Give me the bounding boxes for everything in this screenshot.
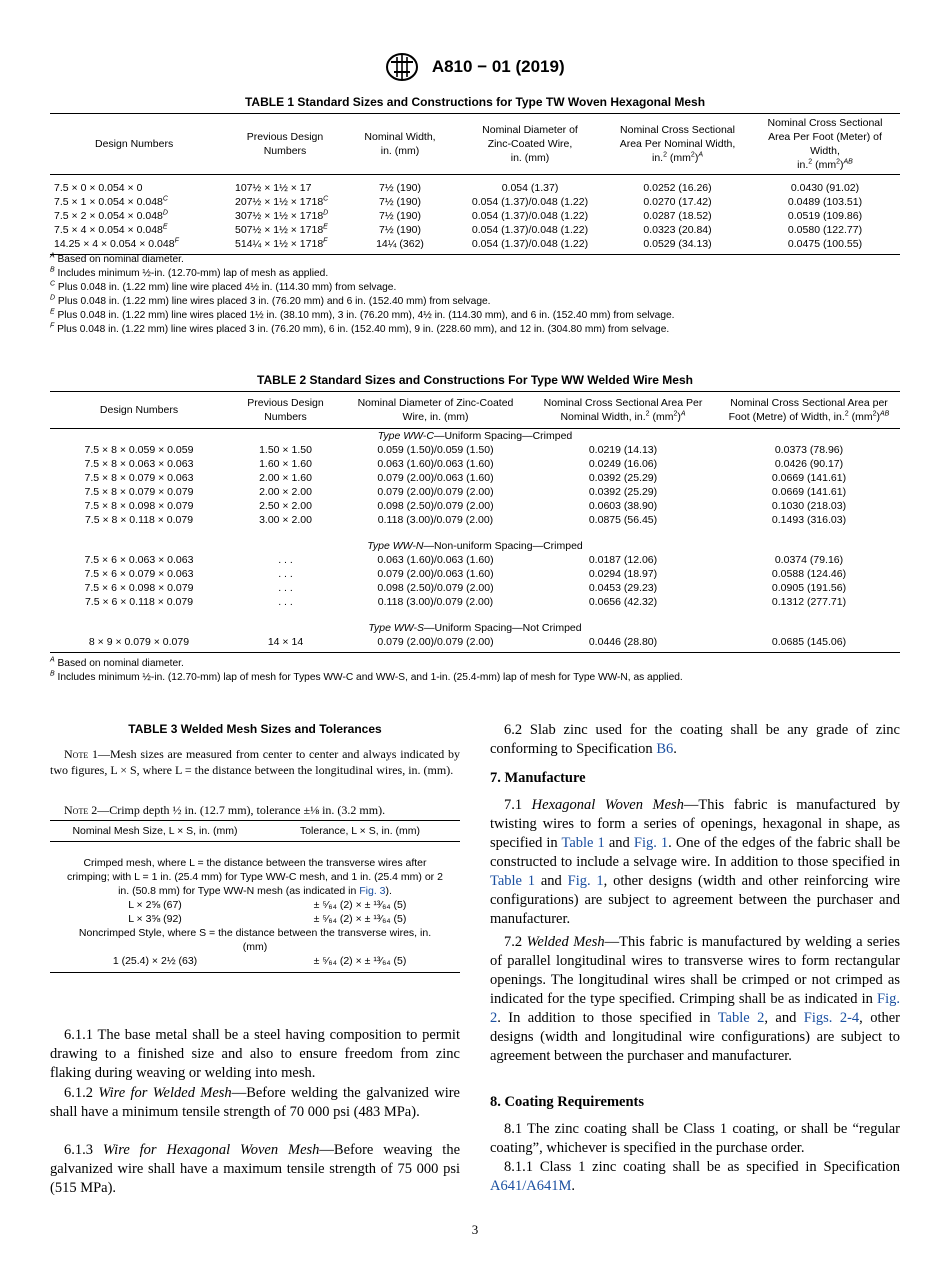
table3-col-size: Nominal Mesh Size, L × S, in. (mm): [72, 825, 238, 837]
section-7-heading: 7. Manufacture: [490, 770, 586, 786]
table2-caption: TABLE 2 Standard Sizes and Constructions For Type WW Welded Wire Mesh: [257, 373, 693, 387]
table-cell: 0.1312 (277.71): [771, 596, 847, 608]
table-cell: 7.5 × 6 × 0.098 × 0.079: [84, 582, 194, 594]
table-cell: 0.0603 (38.90): [588, 500, 658, 512]
table1-col-previous: Previous Design Numbers: [246, 131, 324, 157]
table-cell: 7½ (190): [378, 196, 422, 208]
table-row: [50, 567, 900, 581]
table-cell: 7.5 × 6 × 0.063 × 0.063: [84, 554, 194, 566]
table-cell: 0.0529 (34.13): [643, 238, 712, 250]
table2-header-row: [50, 392, 900, 429]
table-cell: 0.0453 (29.23): [588, 582, 658, 594]
table-row: [50, 581, 900, 595]
table-row: [50, 635, 900, 653]
table1-col-area-width: Nominal Cross Sectional Area Per Nominal Width, in.$^2$ $(mm^2)^A$: [619, 124, 736, 164]
table2-group-heading: Type WW-N—Non-uniform Spacing—Crimped: [367, 540, 583, 552]
footnote: $^B$ Includes minimum ½-in. (12.70-mm) lap of mesh for Types WW-C and WW-S, and 1-in. (25.4-mm) lap of mesh for Type WW-N, as applied.: [50, 670, 683, 683]
table3-caption: TABLE 3 Welded Mesh Sizes and Tolerances: [128, 722, 382, 736]
table-cell: 0.0489 (103.51): [787, 196, 863, 208]
table1-caption: TABLE 1 Standard Sizes and Constructions for Type TW Woven Hexagonal Mesh: [244, 95, 706, 109]
table-cell: 0.118 (3.00)/0.079 (2.00): [377, 514, 494, 526]
table-cell: 7.5 × 6 × 0.079 × 0.063: [84, 568, 194, 580]
table2-col-diameter: Nominal Diameter of Zinc-Coated Wire, in. (mm): [357, 397, 514, 423]
table-cell: 0.063 (1.60)/0.063 (1.60): [377, 458, 494, 470]
page-header: [0, 52, 950, 82]
table2-group-heading: Type WW-S—Uniform Spacing—Not Crimped: [368, 622, 582, 634]
table-cell: 507½ × 1½ × $1718^E$: [235, 223, 328, 236]
footnote: $^D$ Plus 0.048 in. (1.22 mm) line wires placed 3 in. (76.20 mm) and 6 in. (152.40 mm) from selvage.: [50, 294, 491, 307]
table-cell: 0.079 (2.00)/0.063 (1.60): [377, 472, 494, 484]
table-cell: 0.079 (2.00)/0.063 (1.60): [377, 568, 494, 580]
table-cell: 1.60 × 1.60: [259, 458, 312, 470]
table-cell: 0.0475 (100.55): [787, 238, 863, 250]
para-7-1: 7.1 Hexagonal Woven Mesh—This fabric is manufactured by twisting wires to form a series of openings, hexagonal in shape, as specified in Table 1 and Fig. 1. One of the edges of the fabric shall be constructed to include a selvage wire. In addition to those specified in Table 1 and Fig. 1, other designs (width and other reinforcing wire configurations) are subject to agreement between the purchaser and manufacturer.: [490, 797, 901, 927]
para-8-1-1: 8.1.1 Class 1 zinc coating shall be as specified in Specification A641/A641M.: [490, 1159, 900, 1194]
table-cell: 8 × 9 × 0.079 × 0.079: [88, 636, 190, 648]
table-cell: 0.0656 (42.32): [588, 596, 658, 608]
table-cell: 0.063 (1.60)/0.063 (1.60): [377, 554, 494, 566]
table-cell: 0.0287 (18.52): [643, 210, 712, 222]
footnote: $^A$ Based on nominal diameter.: [50, 252, 184, 265]
table-cell: $14.25 \times 4 \times 0.054 \times 0.048^F$: [54, 237, 179, 250]
table3: [50, 820, 460, 973]
b6-link[interactable]: B6: [656, 741, 674, 757]
table-cell: $7.5 \times 4 \times 0.054 \times 0.048^E$: [54, 223, 168, 236]
table-cell: 0.059 (1.50)/0.059 (1.50): [377, 444, 494, 456]
fig2-link[interactable]: Fig. 2: [490, 991, 900, 1026]
table2-footnotes: [50, 657, 683, 685]
table-cell: $7.5 \times 1 \times 0.054 \times 0.048^C$: [54, 195, 168, 208]
fig1-link[interactable]: Fig. 1: [633, 835, 669, 851]
table-cell: 7.5 × 8 × 0.059 × 0.059: [84, 444, 194, 456]
table1-link[interactable]: Table 1: [561, 835, 605, 851]
table-cell: 0.054 (1.37)/0.048 (1.22): [471, 224, 589, 236]
figs-2-4-link[interactable]: Figs. 2-4: [803, 1010, 860, 1026]
section-8-heading: 8. Coating Requirements: [490, 1094, 644, 1110]
table-cell: 514¼ × 1½ × $1718^F$: [235, 237, 328, 250]
para-7-2: 7.2 Welded Mesh—This fabric is manufactured by welding a series of parallel longitudinal wires to transverse wires to form rectangular openings. The longitudinal wires shall be crimped or not crimped as indicated for the type specified. Crimping shall be as indicated in Fig. 2. In addition to those specified in Table 2, and Figs. 2-4, other designs (width and longitudinal wire configurations) are subject to agreement between the purchaser and manufacturer.: [490, 934, 900, 1064]
table-cell: 3.00 × 2.00: [259, 514, 312, 526]
table-cell: 7½ (190): [378, 182, 422, 194]
table-cell: 307½ × 1½ × $1718^D$: [235, 209, 329, 222]
table3-note1: Note 1—Mesh sizes are measured from center to center and always indicated by two figures, L × S, where L = the distance between the longitudinal wires, in. (mm).: [50, 747, 461, 777]
table-cell: 0.054 (1.37)/0.048 (1.22): [471, 238, 589, 250]
table-cell: 0.0430 (91.02): [790, 182, 860, 194]
table-cell: 0.0374 (79.16): [774, 554, 844, 566]
table-cell: 2.00 × 1.60: [259, 472, 312, 484]
fig1-link[interactable]: Fig. 1: [567, 873, 604, 889]
table-row: [50, 237, 900, 255]
para-6-2: 6.2 Slab zinc used for the coating shall be any grade of zinc conforming to Specification B6.: [490, 722, 900, 757]
table1-col-area-foot: Nominal Cross Sectional Area Per Foot (Meter) of Width, in.$^2$ $(mm^2)^{AB}$: [767, 117, 883, 171]
table-row: [50, 223, 900, 237]
table-cell: 0.054 (1.37)/0.048 (1.22): [471, 210, 589, 222]
table-cell: 14 × 14: [267, 636, 304, 648]
table-cell: 0.0187 (12.06): [588, 554, 658, 566]
para-8-1: 8.1 The zinc coating shall be Class 1 coating, or shall be “regular coating”, whichever is specified in the purchase order.: [490, 1121, 900, 1156]
table-cell: 7.5 × 8 × 0.098 × 0.079: [84, 500, 194, 512]
table-cell: 0.0446 (28.80): [588, 636, 658, 648]
a641-link[interactable]: A641/A641M: [490, 1178, 572, 1194]
table-cell: 14¼ (362): [376, 238, 424, 250]
table-cell: 0.0588 (124.46): [771, 568, 847, 580]
table-cell: 7.5 × 0 × 0.054 × 0: [54, 182, 143, 194]
table-cell: 0.0392 (25.29): [588, 472, 658, 484]
table1-footnotes: [50, 253, 674, 337]
table-row: [50, 471, 900, 485]
table-cell: 0.079 (2.00)/0.079 (2.00): [377, 486, 494, 498]
table-cell: . . .: [278, 596, 293, 608]
table-cell: 2.50 × 2.00: [259, 500, 312, 512]
table-row: [50, 513, 900, 527]
fig3-link[interactable]: Fig. 3: [359, 885, 386, 897]
table-cell: 0.0426 (90.17): [774, 458, 844, 470]
table-row: L × 3⅝ (92) ± ⁵⁄₆₄ (2) × ± ¹³⁄₆₄ (5): [128, 913, 407, 925]
table-cell: 207½ × 1½ × $1718^C$: [235, 195, 329, 208]
table-cell: 0.1493 (316.03): [771, 514, 847, 526]
table2-col-previous: Previous Design Numbers: [247, 397, 324, 423]
table-cell: 0.0270 (17.42): [643, 196, 712, 208]
page-number: 3: [471, 1222, 479, 1237]
table-row: [50, 499, 900, 513]
table2-col-area-foot: Nominal Cross Sectional Area per Foot (Metre) of Width, in.$^2$ $(mm^2)^{AB}$: [728, 397, 890, 423]
table-row: [50, 175, 900, 196]
table-cell: 7.5 × 8 × 0.079 × 0.063: [84, 472, 194, 484]
table-cell: 0.0392 (25.29): [588, 486, 658, 498]
table-cell: 1.50 × 1.50: [259, 444, 312, 456]
table-cell: 0.0875 (56.45): [588, 514, 658, 526]
para-6-1-3: 6.1.3 Wire for Hexagonal Woven Mesh—Before weaving the galvanized wire shall have a maximum tensile strength of 75 000 psi (515 MPa).: [50, 1142, 461, 1196]
table2-col-design-numbers: Design Numbers: [99, 404, 179, 416]
para-6-1-2: 6.1.2 Wire for Welded Mesh—Before welding the galvanized wire shall have a minimum tensile strength of 70 000 psi (483 MPa).: [50, 1085, 460, 1120]
table3-noncrimped-desc: Noncrimped Style, where S = the distance between the transverse wires, in. (mm): [78, 927, 432, 953]
table-row: L × 2⅝ (67) ± ⁵⁄₆₄ (2) × ± ¹³⁄₆₄ (5): [128, 899, 407, 911]
table1-col-design-numbers: Design Numbers: [95, 138, 174, 150]
table-row: [50, 457, 900, 471]
table-row: [50, 553, 900, 567]
table1-link[interactable]: Table 1: [490, 873, 536, 889]
table-cell: 7.5 × 8 × 0.063 × 0.063: [84, 458, 194, 470]
table-cell: 0.054 (1.37)/0.048 (1.22): [471, 196, 589, 208]
astm-logo-icon: [385, 52, 419, 82]
table3-col-tolerance: Tolerance, L × S, in. (mm): [299, 825, 421, 837]
table2: [50, 391, 900, 653]
table3-note2: Note 2—Crimp depth ½ in. (12.7 mm), tolerance ±⅛ in. (3.2 mm).: [64, 803, 386, 817]
table-cell: 0.0252 (16.26): [643, 182, 712, 194]
table-row: 1 (25.4) × 2½ (63) ± ⁵⁄₆₄ (2) × ± ¹³⁄₆₄ (5): [50, 954, 460, 973]
table-cell: 0.0323 (20.84): [643, 224, 712, 236]
table3-crimped-desc: Crimped mesh, where L = the distance between the transverse wires after crimping; with L = 1 in. (25.4 mm) for Type WW-C mesh, and 1 in. (25.4 mm) or 2 in. (50.8 mm) for Type WW-N mesh (as indicated in Fig. 3).: [67, 857, 443, 897]
table1-header-row: [50, 114, 900, 175]
table-cell: 7.5 × 6 × 0.118 × 0.079: [84, 596, 194, 608]
table-row: [50, 485, 900, 499]
table-cell: 0.0669 (141.61): [771, 472, 847, 484]
document-id: A810 − 01 (2019): [431, 57, 565, 76]
table-cell: 0.098 (2.50)/0.079 (2.00): [377, 582, 494, 594]
table-cell: 0.054 (1.37): [501, 182, 559, 194]
table-row: [50, 595, 900, 609]
table1-col-width: Nominal Width, in. (mm): [364, 131, 436, 157]
table3-spacer-row: [50, 842, 460, 857]
table-cell: 0.0685 (145.06): [771, 636, 847, 648]
table-cell: 0.0519 (109.86): [787, 210, 863, 222]
table-cell: 0.118 (3.00)/0.079 (2.00): [377, 596, 494, 608]
table-cell: . . .: [278, 568, 293, 580]
table-cell: 0.0219 (14.13): [588, 444, 658, 456]
footnote: $^F$ Plus 0.048 in. (1.22 mm) line wires placed 3 in. (76.20 mm), 6 in. (152.40 mm), 9 in. (228.60 mm), and 12 in. (304.80 mm) from selvage.: [50, 322, 670, 335]
table-cell: 0.079 (2.00)/0.079 (2.00): [377, 636, 494, 648]
para-6-1-1: 6.1.1 The base metal shall be a steel having composition to permit drawing to a finished size and also to ensure freedom from zinc flaking during weaving or welding into mesh.: [50, 1027, 460, 1081]
table-cell: 0.0905 (191.56): [771, 582, 847, 594]
table-cell: 0.0580 (122.77): [787, 224, 863, 236]
table2-group-heading: Type WW-C—Uniform Spacing—Crimped: [377, 430, 573, 442]
table2-col-area-width: Nominal Cross Sectional Area Per Nominal Width, in.$^2$ $(mm^2)^A$: [543, 397, 703, 423]
table-cell: . . .: [278, 554, 293, 566]
table-cell: 0.0669 (141.61): [771, 486, 847, 498]
table-cell: 0.1030 (218.03): [771, 500, 847, 512]
footnote: $^A$ Based on nominal diameter.: [50, 656, 184, 669]
table-cell: . . .: [278, 582, 293, 594]
footnote: $^C$ Plus 0.048 in. (1.22 mm) line wire placed 4½ in. (114.30 mm) from selvage.: [50, 280, 397, 293]
table-cell: 7.5 × 8 × 0.079 × 0.079: [84, 486, 194, 498]
table-cell: 107½ × 1½ × 17: [235, 182, 312, 194]
table-cell: 0.098 (2.50)/0.079 (2.00): [377, 500, 494, 512]
table-cell: 7½ (190): [378, 210, 422, 222]
table-cell: 0.0373 (78.96): [774, 444, 844, 456]
table-row: [50, 209, 900, 223]
table3-header-row: [50, 821, 460, 842]
footnote: $^E$ Plus 0.048 in. (1.22 mm) line wires placed 1½ in. (38.10 mm), 3 in. (76.20 mm), 4½ in. (114.30 mm), and 6 in. (152.40 mm) from selvage.: [50, 308, 675, 321]
table-cell: 7.5 × 8 × 0.118 × 0.079: [84, 514, 194, 526]
table-row: [50, 195, 900, 209]
table-cell: $7.5 \times 2 \times 0.054 \times 0.048^D$: [54, 209, 168, 222]
table-cell: 7½ (190): [378, 224, 422, 236]
table1: [50, 113, 900, 255]
table-cell: 0.0294 (18.97): [588, 568, 658, 580]
footnote: $^B$ Includes minimum ½-in. (12.70-mm) lap of mesh as applied.: [50, 266, 329, 279]
table-cell: 0.0249 (16.06): [588, 458, 658, 470]
table-row: [50, 443, 900, 457]
table-cell: 2.00 × 2.00: [259, 486, 312, 498]
table1-col-diameter: Nominal Diameter of Zinc-Coated Wire, in. (mm): [482, 124, 578, 164]
table2-link[interactable]: Table 2: [717, 1010, 765, 1026]
